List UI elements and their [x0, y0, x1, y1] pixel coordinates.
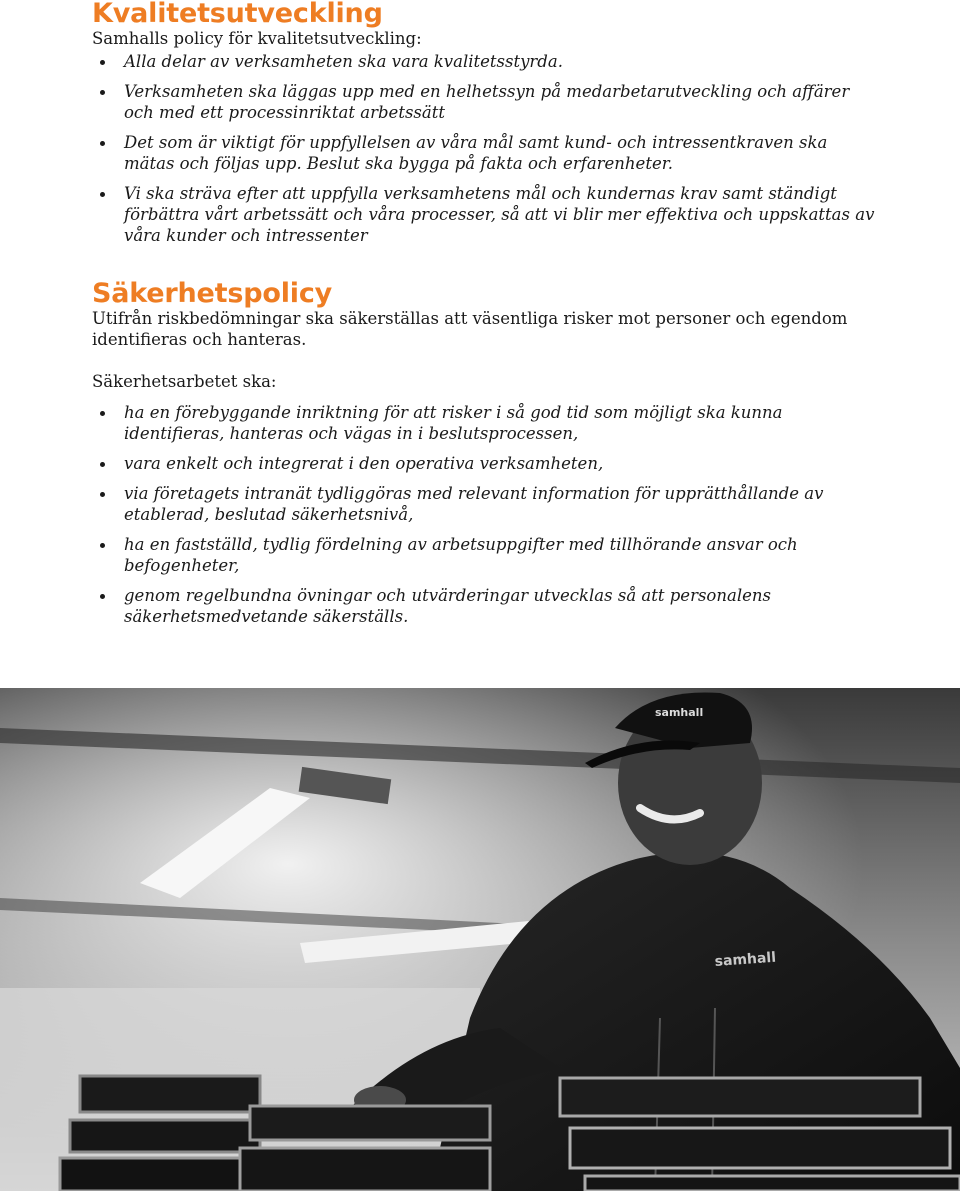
worker-photo — [0, 688, 960, 1191]
safety-section — [92, 308, 882, 627]
safety-heading: Säkerhetspolicy — [92, 278, 333, 309]
list-item: Verksamheten ska läggas upp med en helhetssyn på medarbetarutveckling och affärer och med ett processinriktat arbetssätt — [92, 81, 882, 123]
list-item: via företagets intranät tydliggöras med relevant information för upprätthållande av etablerad, beslutad säkerhetsnivå, — [92, 483, 882, 525]
list-item: Det som är viktigt för uppfyllelsen av våra mål samt kund- och intressentkraven ska mätas och följas upp. Beslut ska bygga på fakta och erfarenheter. — [92, 132, 882, 174]
safety-work-intro: Säkerhetsarbetet ska: — [92, 372, 277, 391]
tray-stack — [240, 1106, 490, 1191]
quality-intro: Samhalls policy för kvalitetsutveckling: — [92, 29, 422, 48]
list-item: Vi ska sträva efter att uppfylla verksamhetens mål och kundernas krav samt ständigt förbättra vårt arbetssätt och våra processer, så att vi blir mer effektiva och uppskattas av våra kunder och intressenter — [92, 183, 882, 246]
safety-intro: Utifrån riskbedömningar ska säkerställas att väsentliga risker mot personer och egendom identifieras och hanteras. — [92, 309, 848, 349]
list-item: vara enkelt och integrerat i den operativa verksamheten, — [92, 453, 882, 474]
quality-section — [92, 28, 882, 246]
quality-heading: Kvalitetsutveckling — [92, 0, 383, 29]
quality-list — [92, 51, 882, 246]
list-item: ha en förebyggande inriktning för att risker i så god tid som möjligt ska kunna identifieras, hanteras och vägas in i beslutsprocessen, — [92, 402, 882, 444]
list-item: genom regelbundna övningar och utvärderingar utvecklas så att personalens säkerhetsmedvetande säkerställs. — [92, 585, 882, 627]
tray-stack — [60, 1076, 260, 1191]
safety-list — [92, 402, 882, 627]
list-item: ha en fastställd, tydlig fördelning av arbetsuppgifter med tillhörande ansvar och befogenheter, — [92, 534, 882, 576]
list-item: Alla delar av verksamheten ska vara kvalitetsstyrda. — [92, 51, 882, 72]
jacket-logo: samhall — [714, 949, 777, 970]
cap-logo: samhall — [655, 706, 704, 719]
